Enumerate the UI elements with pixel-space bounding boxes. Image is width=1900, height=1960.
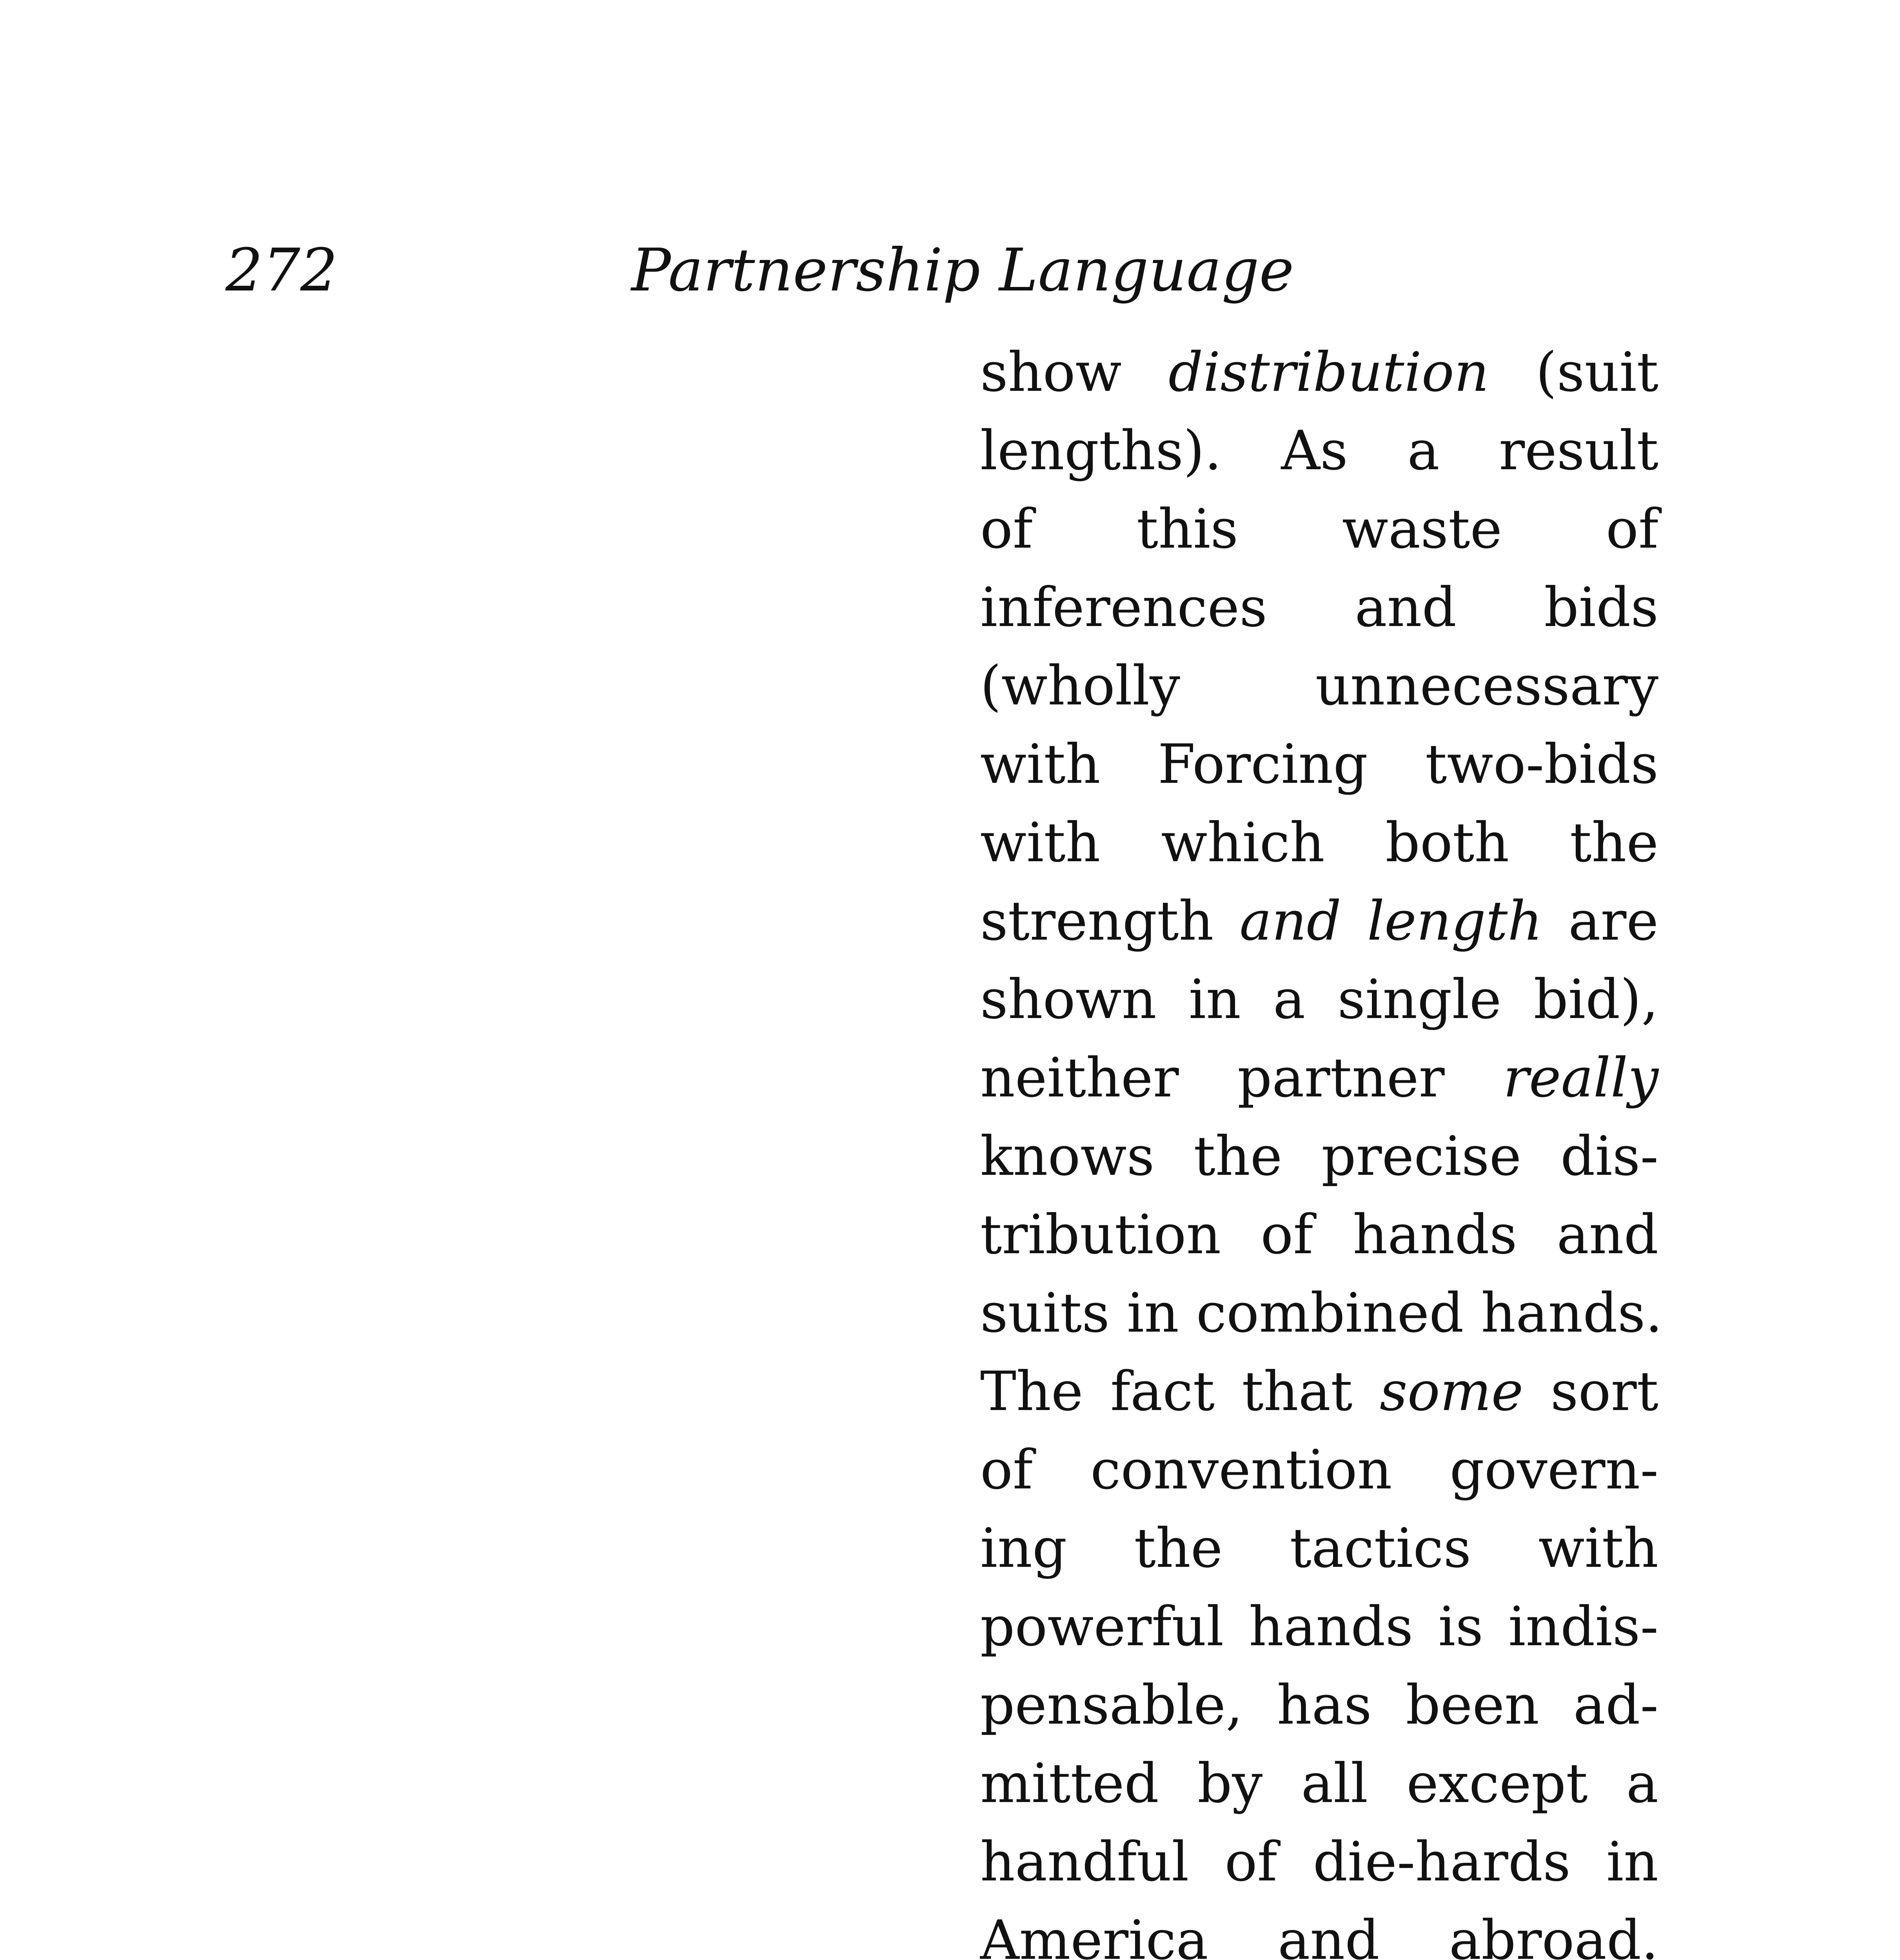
text-line: [980, 1744, 1658, 1823]
text-line: [980, 1509, 1658, 1588]
text-run: neither partner: [980, 1046, 1503, 1109]
text-run: strength: [980, 889, 1240, 953]
text-line: [980, 882, 1658, 960]
italic-phrase: and length: [1239, 889, 1543, 953]
text-line: [980, 1666, 1658, 1744]
text-run: sort: [1523, 1360, 1658, 1423]
page-header: [0, 227, 1900, 314]
italic-phrase: really: [1503, 1046, 1658, 1109]
text-line: [980, 1588, 1658, 1666]
text-run: of convention govern-: [980, 1438, 1658, 1501]
text-line: [980, 490, 1658, 568]
page-number: 272: [225, 236, 338, 305]
text-run: lengths). As a result: [980, 419, 1658, 482]
text-run: ing the tactics with: [980, 1517, 1658, 1580]
text-line: [980, 647, 1658, 725]
text-run: pensable, has been ad-: [980, 1673, 1658, 1737]
text-run: shown in a single bid),: [980, 968, 1658, 1031]
text-line: [980, 568, 1658, 647]
text-run: tribution of hands and: [980, 1203, 1658, 1266]
text-run: suits in combined hands.: [980, 1281, 1663, 1345]
italic-phrase: distribution: [1168, 341, 1489, 404]
text-run: powerful hands is indis-: [980, 1595, 1658, 1658]
text-run: with which both the: [980, 811, 1658, 874]
text-line: [980, 1117, 1658, 1196]
text-line: [980, 804, 1658, 882]
text-line: [980, 960, 1658, 1039]
text-run: with Forcing two-bids: [980, 733, 1658, 796]
text-line: [980, 725, 1658, 804]
text-line: [980, 333, 1658, 412]
text-run: of this waste of: [980, 497, 1658, 561]
text-run: (suit: [1489, 341, 1658, 404]
text-line: [980, 1431, 1658, 1509]
text-line: [980, 1352, 1658, 1431]
text-line: [980, 1901, 1658, 1960]
text-run: The fact that: [980, 1360, 1380, 1423]
text-run: show: [980, 341, 1169, 404]
text-run: inferences and bids: [980, 576, 1658, 639]
text-line: [980, 1823, 1658, 1901]
running-head: Partnership Language: [631, 236, 1294, 305]
text-run: handful of die-hards in: [980, 1830, 1658, 1893]
text-line: [980, 412, 1658, 490]
body-text-column: [980, 333, 1663, 1960]
text-line: [980, 1274, 1663, 1352]
text-line: [980, 1196, 1658, 1274]
italic-phrase: some: [1379, 1360, 1524, 1423]
text-run: are: [1542, 889, 1659, 953]
text-line: [980, 1039, 1658, 1117]
text-run: (wholly unnecessary: [980, 654, 1658, 717]
text-run: America and abroad.: [980, 1909, 1658, 1960]
text-run: mitted by all except a: [980, 1752, 1658, 1815]
text-run: knows the precise dis-: [980, 1125, 1658, 1188]
